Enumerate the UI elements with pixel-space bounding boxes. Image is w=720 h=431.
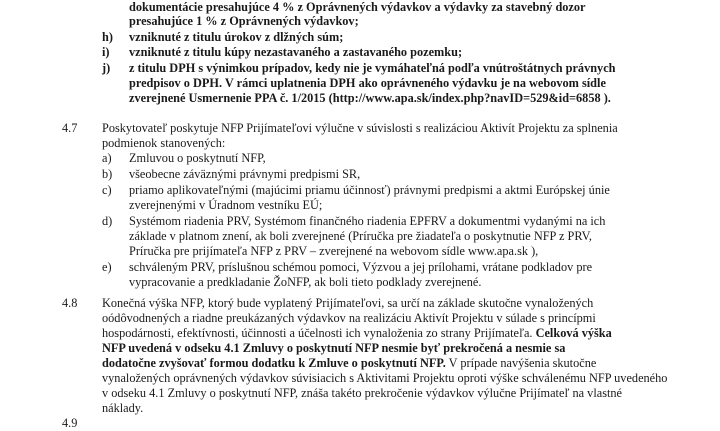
section-intro-line-1: Poskytovateľ poskytuje NFP Prijímateľovi výlučne v súvislosti s realizáciou Aktivít Projektu za splnenia [102, 121, 618, 135]
list-marker-h: h) [102, 30, 113, 44]
paragraph-line-2 [102, 311, 596, 326]
paragraph-line-1 [102, 296, 593, 311]
paragraph-line-7 [102, 386, 622, 401]
item-marker-b: b) [102, 167, 113, 181]
section-4-9-number: 4.9 [62, 416, 78, 430]
paragraph-line-5 [102, 356, 596, 371]
text-run: vynaložených oprávnených výdavkov súvisiacich s Aktivitami Projektu oproti výške schválenému NFP uvedeného [102, 371, 668, 385]
section-number: 4.8 [62, 296, 78, 310]
list-line-h: vzniknuté z titulu úrokov z dlžných súm; [129, 30, 344, 44]
item-marker-c: c) [102, 183, 112, 197]
text-run: oódôvodnených a riadne preukázaných výdavkov na realizáciu Aktivít Projektu v súlade s princípmi [102, 311, 596, 325]
paragraph-line-8 [102, 401, 143, 416]
item-e-line-2: vypracovanie a predkladanie ŽoNFP, ak boli tieto podklady zverejnené. [129, 275, 482, 289]
item-d-line-1: Systémom riadenia PRV, Systémom finančného riadenia EPFRV a dokumentmi vydanými na ich [129, 214, 606, 228]
list-line-j-2: predpisov o DPH. V rámci uplatnenia DPH ako oprávneného výdavku je na webovom sídle [129, 76, 606, 90]
item-marker-a: a) [102, 151, 112, 165]
text-run-bold: NFP uvedená v odseku 4.1 Zmluvy o poskytnutí NFP nesmie byť prekročená a nesmie sa [102, 341, 566, 355]
paragraph-line-3 [102, 326, 612, 341]
item-b-line-1: všeobecne záväznými právnymi predpismi SR, [129, 167, 361, 181]
item-d-line-3: Príručka pre prijímateľa NFP z PRV – zverejnené na webovom sídle www.apa.sk ), [129, 244, 539, 258]
list-marker-i: i) [102, 45, 110, 59]
list-marker-j: j) [102, 61, 111, 75]
text-run: v odseku 4.1 Zmluvy o poskytnutí NFP, znáša takéto prekročenie výdavkov výlučne Prijímateľ na vlastné [102, 386, 622, 400]
text-run: V prípade navýšenia skutočne [445, 356, 597, 370]
list-line-j-3: zverejnené Usmernenie PPA č. 1/2015 (http://www.apa.sk/index.php?navID=529&id=6858 ). [129, 91, 611, 105]
section-intro-line-2: podmienok stanovených: [102, 136, 226, 150]
section-number: 4.7 [62, 121, 78, 135]
text-run: hospodárnosti, efektívnosti, účinnosti a účelnosti ich vynaloženia zo strany Prijímateľa. [102, 326, 536, 340]
list-line-g-cont-2: presahujúce 1 % z Oprávnených výdavkov; [129, 14, 359, 28]
list-line-j-1: z titulu DPH s výnimkou prípadov, kedy nie je vymáhateľná podľa vnútroštátnych právnych [129, 61, 616, 75]
item-marker-d: d) [102, 214, 113, 228]
item-e-line-1: schváleným PRV, príslušnou schémou pomoci, Výzvou a jej prílohami, vrátane podkladov pre [129, 260, 593, 274]
paragraph-line-6 [102, 371, 667, 386]
item-a-line-1: Zmluvou o poskytnutí NFP, [129, 151, 266, 165]
item-c-line-1: priamo aplikovateľnými (majúcimi priamu účinnosť) právnymi predpismi a aktmi Európskej únie [129, 183, 610, 197]
item-d-line-2: základe v platnom znení, ak boli zverejnené (Príručka pre žiadateľa o poskytnutie NFP z PRV, [129, 229, 592, 243]
text-run-bold: dodatočne zvyšovať formou dodatku k Zmluve o poskytnutí NFP. [102, 356, 446, 370]
list-line-i: vzniknuté z titulu kúpy nezastavaného a zastavaného pozemku; [129, 45, 463, 59]
paragraph-line-4 [102, 341, 565, 356]
item-marker-e: e) [102, 260, 112, 274]
text-run-bold: Celková výška [535, 326, 612, 340]
text-run: náklady. [102, 401, 144, 415]
text-run: Konečná výška NFP, ktorý bude vyplatený Prijímateľovi, sa určí na základe skutočne vynaložených [102, 296, 594, 310]
list-line-g-cont-1: dokumentácie presahujúce 4 % z Oprávnených výdavkov a výdavky za stavebný dozor [129, 0, 586, 14]
item-c-line-2: zverejnenými v Úradnom vestníku EÚ; [129, 198, 323, 212]
